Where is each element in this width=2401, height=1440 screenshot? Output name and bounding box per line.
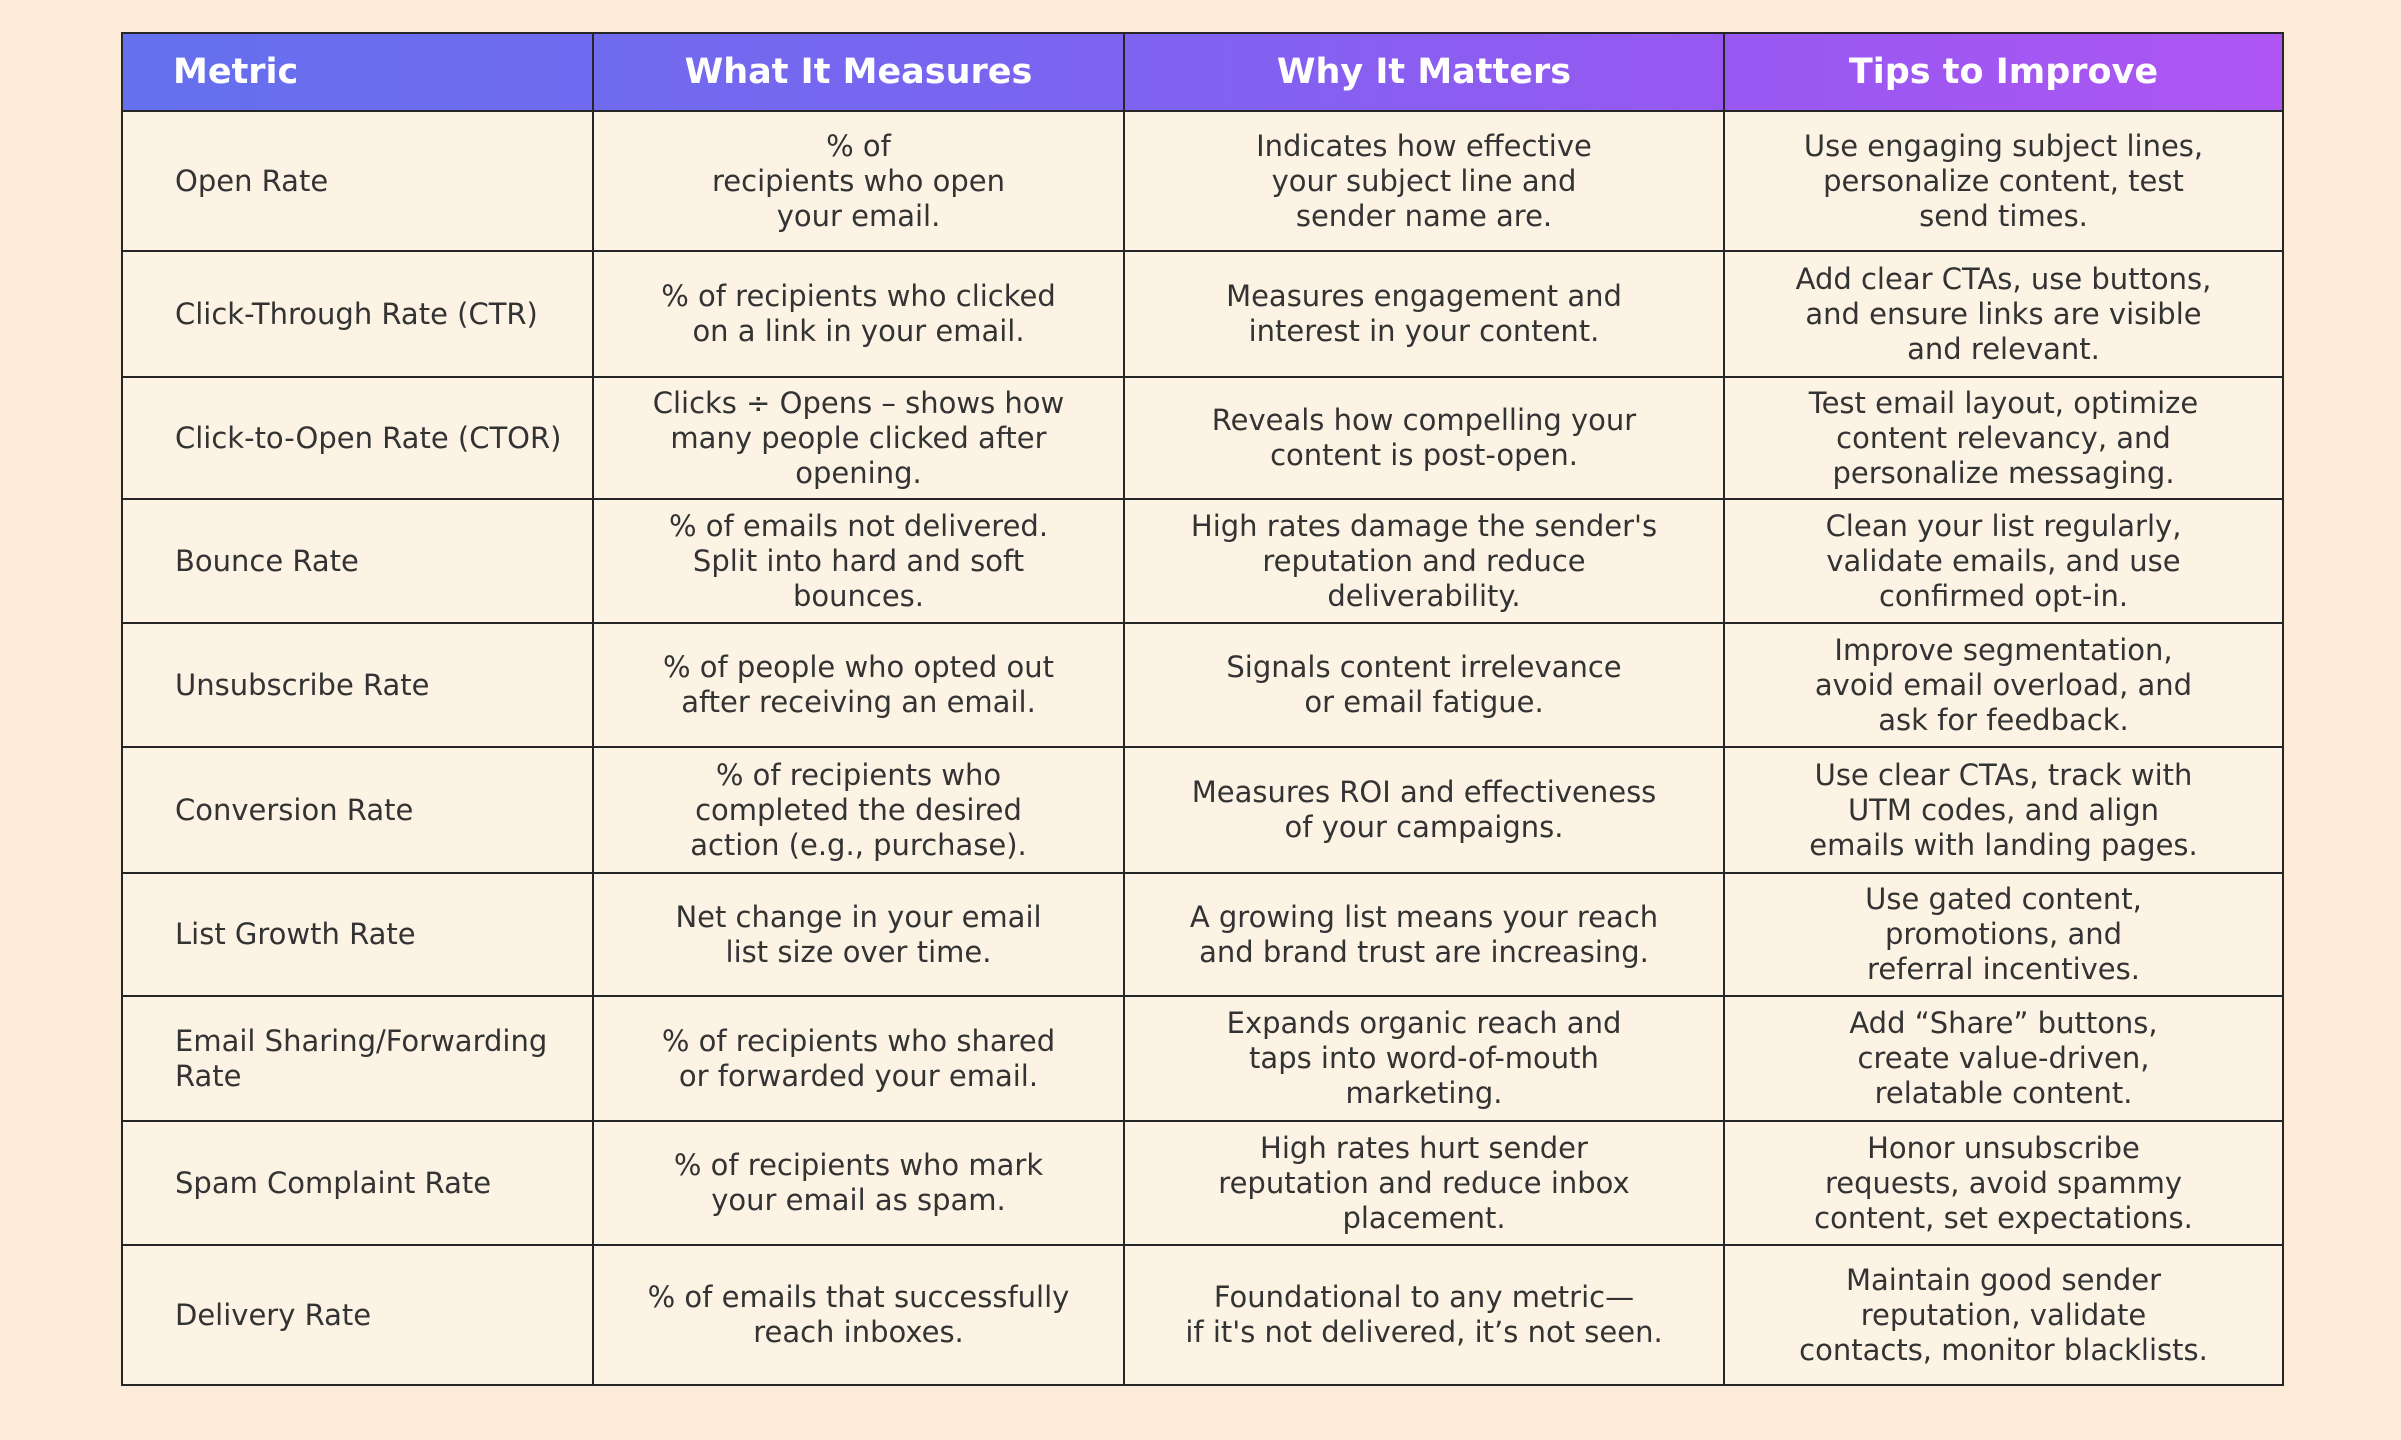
table-row [123, 996, 2282, 1121]
table-row [123, 499, 2282, 623]
measures-cell: % of emails that successfully reach inboxes. [593, 1245, 1124, 1384]
header-metric: Metric [123, 34, 593, 111]
metric-cell: List Growth Rate [123, 873, 593, 996]
table-row [123, 1121, 2282, 1245]
matters-cell: Reveals how compelling your content is post-open. [1124, 377, 1724, 499]
measures-cell: Clicks ÷ Opens – shows how many people clicked after opening. [593, 377, 1124, 499]
tips-cell: Improve segmentation, avoid email overload, and ask for feedback. [1724, 623, 2282, 747]
table-header-row [123, 34, 2282, 111]
metric-cell: Open Rate [123, 111, 593, 251]
measures-cell: % of recipients who completed the desired action (e.g., purchase). [593, 747, 1124, 873]
matters-cell: Foundational to any metric— if it's not delivered, it’s not seen. [1124, 1245, 1724, 1384]
tips-cell: Use engaging subject lines, personalize content, test send times. [1724, 111, 2282, 251]
matters-cell: High rates hurt sender reputation and reduce inbox placement. [1124, 1121, 1724, 1245]
table-row [123, 747, 2282, 873]
tips-cell: Honor unsubscribe requests, avoid spammy content, set expectations. [1724, 1121, 2282, 1245]
tips-cell: Use gated content, promotions, and referral incentives. [1724, 873, 2282, 996]
measures-cell: % of recipients who clicked on a link in your email. [593, 251, 1124, 377]
table-row [123, 1245, 2282, 1384]
matters-cell: A growing list means your reach and brand trust are increasing. [1124, 873, 1724, 996]
tips-cell: Use clear CTAs, track with UTM codes, and align emails with landing pages. [1724, 747, 2282, 873]
tips-cell: Test email layout, optimize content relevancy, and personalize messaging. [1724, 377, 2282, 499]
tips-cell: Add “Share” buttons, create value-driven, relatable content. [1724, 996, 2282, 1121]
metric-cell: Bounce Rate [123, 499, 593, 623]
table-row [123, 251, 2282, 377]
email-metrics-table [121, 32, 2284, 1386]
metric-cell: Click-to-Open Rate (CTOR) [123, 377, 593, 499]
matters-cell: Measures engagement and interest in your content. [1124, 251, 1724, 377]
table-row [123, 377, 2282, 499]
header-tips-to-improve: Tips to Improve [1848, 52, 2159, 92]
metric-cell: Delivery Rate [123, 1245, 593, 1384]
measures-cell: % of emails not delivered. Split into hard and soft bounces. [593, 499, 1124, 623]
tips-cell: Clean your list regularly, validate emails, and use confirmed opt-in. [1724, 499, 2282, 623]
matters-cell: Measures ROI and effectiveness of your campaigns. [1124, 747, 1724, 873]
table-row [123, 873, 2282, 996]
metric-cell: Unsubscribe Rate [123, 623, 593, 747]
matters-cell: Signals content irrelevance or email fatigue. [1124, 623, 1724, 747]
measures-cell: % of recipients who open your email. [593, 111, 1124, 251]
matters-cell: Expands organic reach and taps into word-of-mouth marketing. [1124, 996, 1724, 1121]
table-row [123, 111, 2282, 251]
tips-cell: Add clear CTAs, use buttons, and ensure links are visible and relevant. [1724, 251, 2282, 377]
table-row [123, 623, 2282, 747]
measures-cell: % of recipients who mark your email as spam. [593, 1121, 1124, 1245]
measures-cell: Net change in your email list size over time. [593, 873, 1124, 996]
metric-cell: Spam Complaint Rate [123, 1121, 593, 1245]
metric-cell: Click-Through Rate (CTR) [123, 251, 593, 377]
metric-cell: Email Sharing/Forwarding Rate [123, 996, 593, 1121]
header-why-it-matters: Why It Matters [1124, 34, 1724, 111]
matters-cell: High rates damage the sender's reputation and reduce deliverability. [1124, 499, 1724, 623]
matters-cell: Indicates how effective your subject line and sender name are. [1124, 111, 1724, 251]
measures-cell: % of recipients who shared or forwarded your email. [593, 996, 1124, 1121]
header-what-it-measures: What It Measures [593, 34, 1124, 111]
metric-cell: Conversion Rate [123, 747, 593, 873]
measures-cell: % of people who opted out after receiving an email. [593, 623, 1124, 747]
tips-cell: Maintain good sender reputation, validate contacts, monitor blacklists. [1724, 1245, 2282, 1384]
